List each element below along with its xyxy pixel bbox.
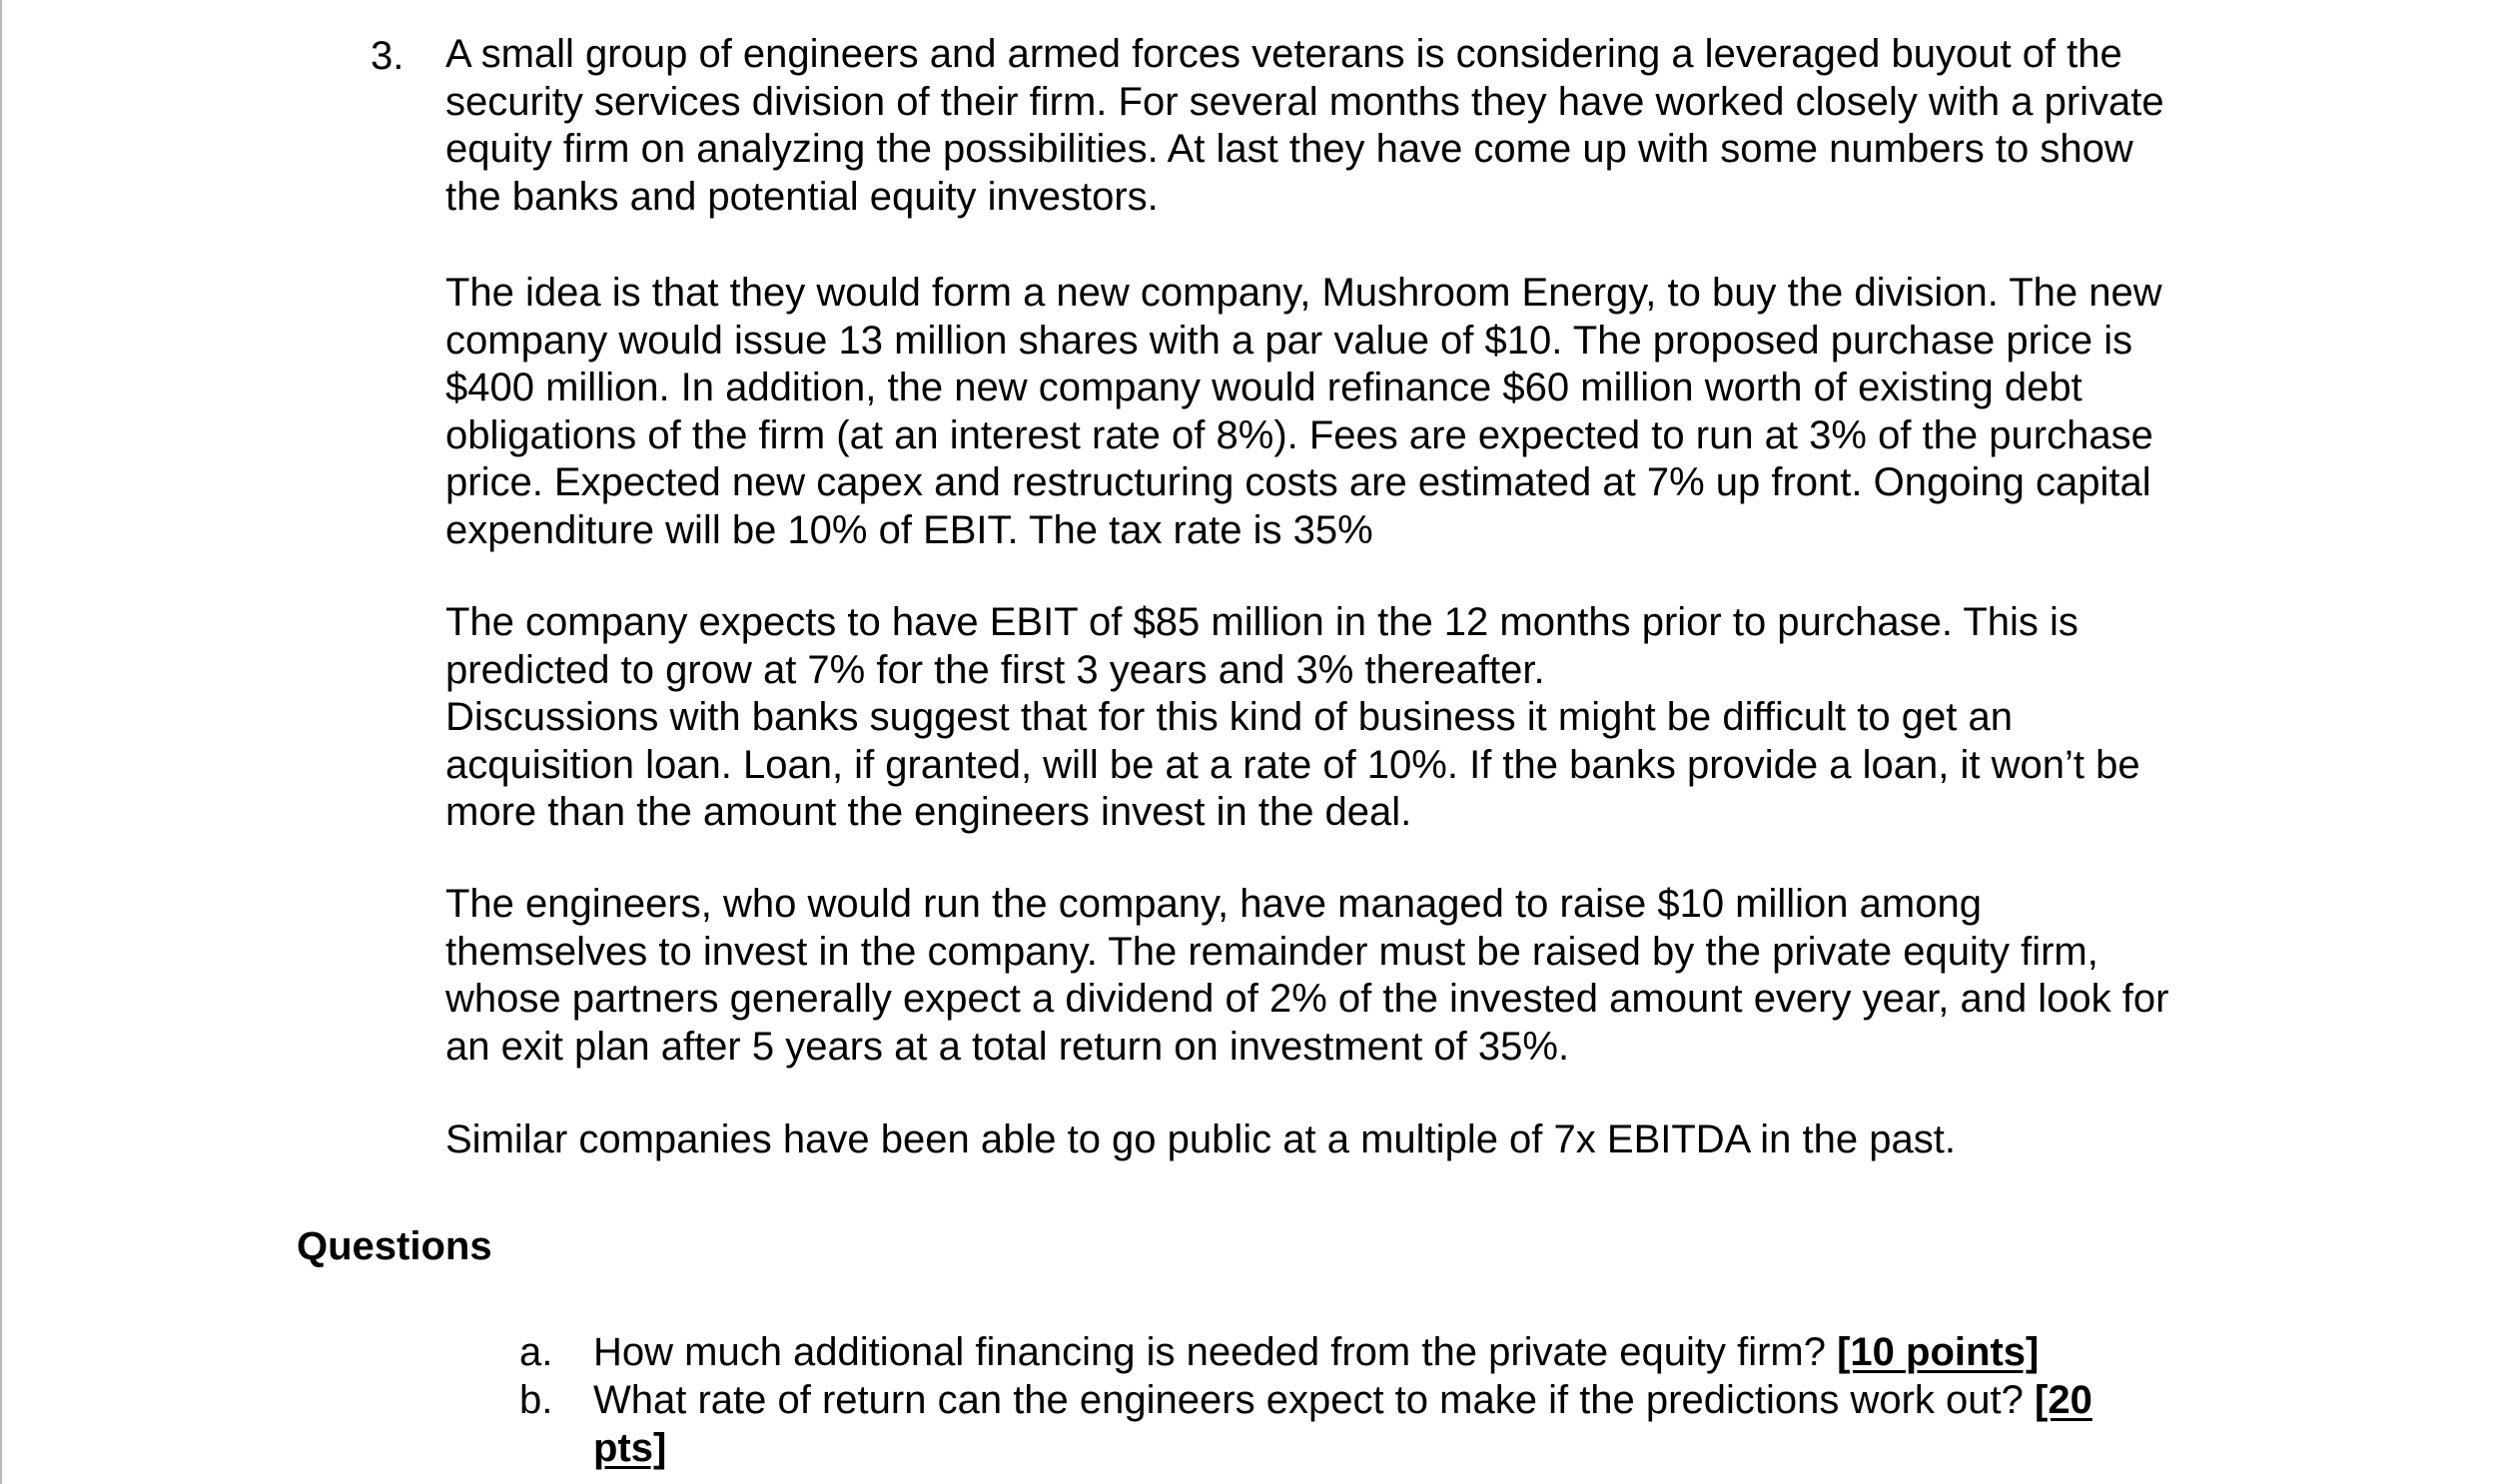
paragraph-line: Similar companies have been able to go public at a multiple of 7x EBITDA in the past. (445, 1117, 1956, 1161)
question-prompt: What rate of return can the engineers expect to make if the predictions work out? (593, 1378, 2035, 1422)
paragraph-line: The idea is that they would form a new company, Mushroom Energy, to buy the division. The new (445, 271, 2162, 315)
paragraph-line: security services division of their firm. For several months they have worked closely with a private (445, 79, 2164, 124)
questions-heading: Questions (297, 1224, 492, 1268)
paragraph-line: an exit plan after 5 years at a total return on investment of 35%. (445, 1024, 1570, 1069)
paragraph-line: company would issue 13 million shares with a par value of $10. The proposed purchase price is (445, 318, 2133, 363)
paragraph-line: equity firm on analyzing the possibilities. At last they have come up with some numbers to show (445, 127, 2133, 171)
question-item-b (519, 1376, 2217, 1472)
question-letter: b. (519, 1378, 553, 1422)
question-points: pts] (593, 1426, 667, 1470)
paragraph-equity-investors (445, 881, 2233, 1071)
paragraph-earnings-and-loans (445, 599, 2233, 837)
question-item-a (519, 1328, 2217, 1376)
paragraph-line: A small group of engineers and armed forces veterans is considering a leveraged buyout of the (445, 32, 2122, 76)
paragraph-line: The engineers, who would run the company, have managed to raise $10 million among (445, 882, 1982, 926)
question-text (593, 1376, 2092, 1424)
paragraph-line: price. Expected new capex and restructuring costs are estimated at 7% up front. Ongoing capital (445, 460, 2151, 504)
paragraph-line: predicted to grow at 7% for the first 3 years and 3% thereafter. (445, 647, 1545, 692)
paragraph-line: themselves to invest in the company. The remainder must be raised by the private equity firm, (445, 929, 2098, 974)
paragraph-line: obligations of the firm (at an interest rate of 8%). Fees are expected to run at 3% of the purchase (445, 412, 2153, 457)
paragraph-line: Discussions with banks suggest that for this kind of business it might be difficult to get an (445, 695, 2013, 739)
paragraph-deal-structure (445, 270, 2233, 554)
page-edge-divider (0, 0, 2, 1484)
paragraph-line: acquisition loan. Loan, if granted, will be at a rate of 10%. If the banks provide a loan, it won’t be (445, 742, 2140, 787)
question-points: [10 points] (1837, 1330, 2040, 1374)
paragraph-line: whose partners generally expect a dividend of 2% of the invested amount every year, and look for (445, 977, 2169, 1021)
problem-number: 3. (371, 34, 405, 78)
paragraph-line: more than the amount the engineers invest in the deal. (445, 790, 1412, 834)
question-points: [20 (2035, 1378, 2092, 1422)
paragraph-line: the banks and potential equity investors. (445, 174, 1159, 219)
paragraph-exit-multiple (445, 1116, 2233, 1164)
question-prompt: How much additional financing is needed from the private equity firm? (593, 1330, 1838, 1374)
paragraph-line: The company expects to have EBIT of $85 million in the 12 months prior to purchase. This is (445, 600, 2078, 644)
paragraph-line: $400 million. In addition, the new company would refinance $60 million worth of existing debt (445, 366, 2082, 409)
question-text-continuation (593, 1424, 666, 1472)
question-text (593, 1328, 2039, 1376)
question-letter: a. (519, 1330, 553, 1374)
paragraph-line: expenditure will be 10% of EBIT. The tax rate is 35% (445, 507, 1373, 552)
paragraph-intro (445, 31, 2233, 221)
